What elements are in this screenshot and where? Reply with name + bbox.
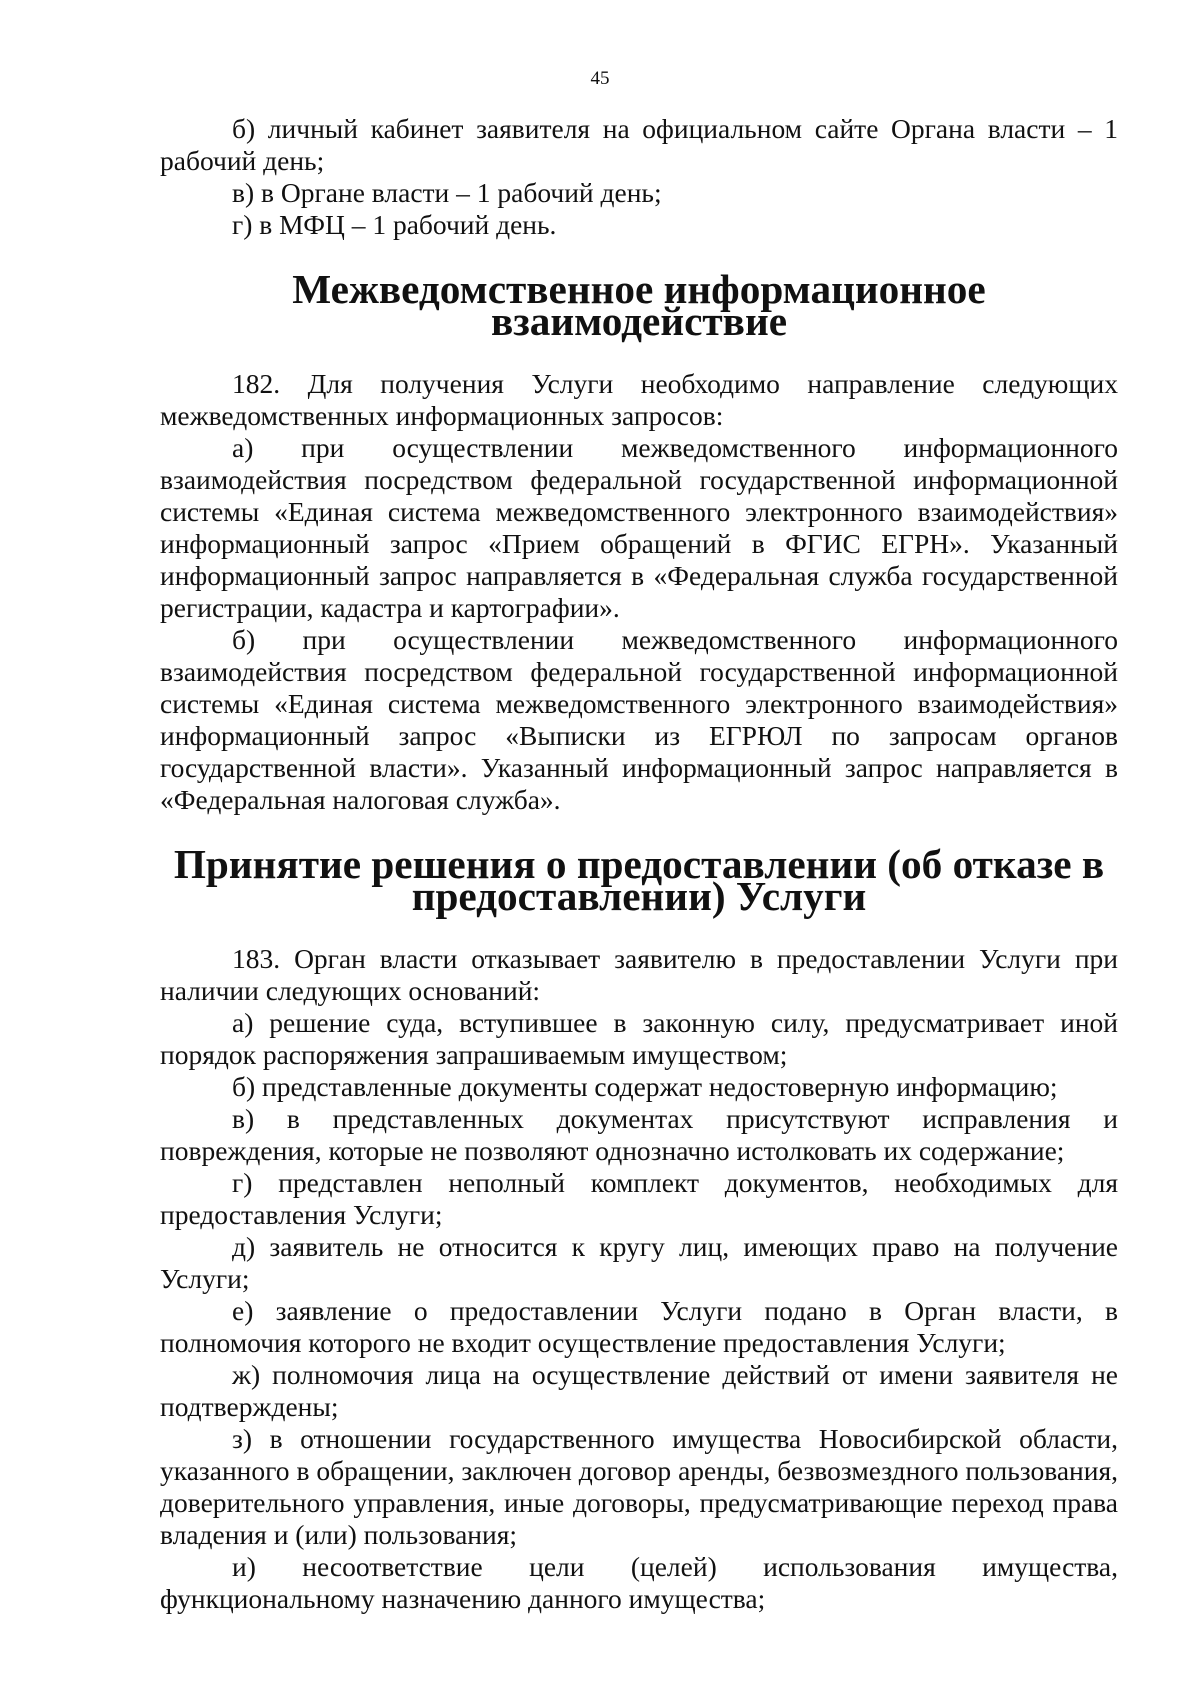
paragraph-183-g: г) представлен неполный комплект документов, необходимых для предоставления Услуги;: [160, 1167, 1118, 1230]
page-number: 45: [590, 68, 610, 89]
paragraph-183-b: б) представленные документы содержат недостоверную информацию;: [232, 1071, 1058, 1102]
paragraph-183-zh: ж) полномочия лица на осуществление действий от имени заявителя не подтверждены;: [160, 1359, 1118, 1422]
section-heading-decision: Принятие решения о предоставлении (об отказе в предоставлении) Услуги: [173, 841, 1105, 919]
paragraph-182: 182. Для получения Услуги необходимо направление следующих межведомственных информационных запросов:: [160, 368, 1118, 431]
paragraph-183-z: з) в отношении государственного имущества Новосибирской области, указанного в обращении, заключен договор аренды, безвозмездного пользования, доверительного управления, иные договоры, предусматривающие переход права владения и (или) пользования;: [160, 1423, 1118, 1550]
paragraph-183-v: в) в представленных документах присутствуют исправления и повреждения, которые не позволяют однозначно истолковать их содержание;: [160, 1103, 1118, 1166]
paragraph-182-a: а) при осуществлении межведомственного информационного взаимодействия посредством федеральной государственной информационной системы «Единая система межведомственного электронного взаимодействия» информационный запрос «Прием обращений в ФГИС ЕГРН». Указанный информационный запрос направляется в «Федеральная служба государственной регистрации, кадастра и картографии».: [160, 432, 1118, 623]
paragraph-g-mfc: г) в МФЦ – 1 рабочий день.: [232, 209, 557, 240]
paragraph-183-d: д) заявитель не относится к кругу лиц, имеющих право на получение Услуги;: [160, 1231, 1118, 1294]
paragraph-b-personal-cabinet: б) личный кабинет заявителя на официальном сайте Органа власти – 1 рабочий день;: [160, 113, 1118, 176]
paragraph-183: 183. Орган власти отказывает заявителю в предоставлении Услуги при наличии следующих оснований:: [160, 943, 1118, 1006]
section-heading-interagency: Межведомственное информационное взаимодействие: [292, 266, 986, 344]
paragraph-183-i: и) несоответствие цели (целей) использования имущества, функциональному назначению данного имущества;: [160, 1551, 1118, 1614]
document-body: [160, 113, 1118, 1615]
paragraph-v-authority: в) в Органе власти – 1 рабочий день;: [232, 177, 662, 208]
paragraph-183-a: а) решение суда, вступившее в законную силу, предусматривает иной порядок распоряжения запрашиваемым имуществом;: [160, 1007, 1118, 1070]
paragraph-183-e: е) заявление о предоставлении Услуги подано в Орган власти, в полномочия которого не входит осуществление предоставления Услуги;: [160, 1295, 1118, 1358]
paragraph-182-b: б) при осуществлении межведомственного информационного взаимодействия посредством федеральной государственной информационной системы «Единая система межведомственного электронного взаимодействия» информационный запрос «Выписки из ЕГРЮЛ по запросам органов государственной власти». Указанный информационный запрос направляется в «Федеральная налоговая служба».: [160, 624, 1118, 815]
